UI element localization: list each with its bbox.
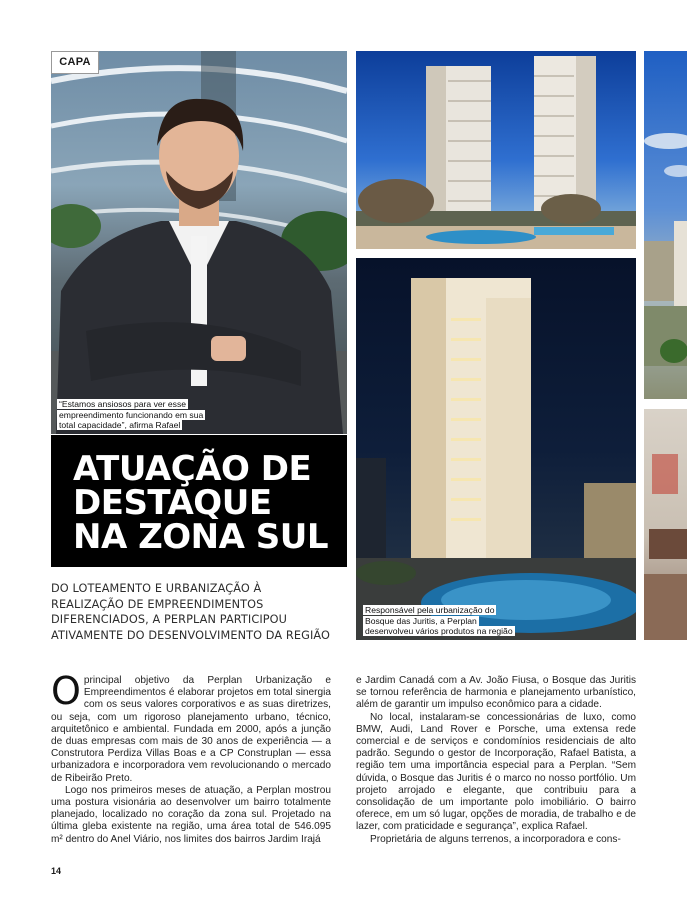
deck-subtitle: DO LOTEAMENTO E URBANIZAÇÃO À REALIZAÇÃO DE EMPREENDIMENTOS DIFERENCIADOS, A PERPLAN PARTICIPOU ATIVAMENTE DO DESENVOLVIMENTO DA REGIÃO: [51, 582, 331, 642]
side-interior-photo: [644, 409, 687, 640]
article-column-right: [356, 675, 636, 846]
page-number: 14: [51, 866, 62, 876]
portrait-photo: [51, 51, 347, 434]
towers-day-photo: [356, 51, 636, 249]
article-paragraph: Logo nos primeiros meses de atuação, a Perplan mostrou uma postura visionária ao desenvolver um bairro totalmente planejado, localizado no coração da zona sul. Projetado na última gleba existente na região, uma área total de 546.095 m² dentro do Anel Viário, nos limites dos bairros Jardim Irajá: [51, 784, 331, 845]
night-tower-caption: Responsável pela urbanização do Bosque das Juritis, a Perplan desenvolveu vários produtos na região: [365, 605, 513, 636]
side-interior-illustration: [644, 409, 687, 640]
towers-day-illustration: [356, 51, 636, 249]
drop-cap: O: [51, 669, 81, 713]
article-paragraph: No local, instalaram-se concessionárias de luxo, como BMW, Audi, Land Rover e Porsche, uma extensa rede comercial e de serviços e condomínios residenciais de alto padrão. Segundo o gestor de Incorporação, Rafael Batista, a região tem uma importância especial para a Perplan. “Sem dúvida, o Bosque das Juritis é o marco no nosso portfólio. Um projeto arrojado e elegante, que contribuiu para a consolidação de um importante polo imobiliário. O bairro oferece, em um só lugar, opções de moradia, de trabalho e de lazer, com praticidade e segurança”, explica Rafael.: [356, 711, 636, 833]
article-column-left: [51, 669, 331, 846]
tower-night-illustration: [356, 258, 636, 640]
article-paragraph: e Jardim Canadá com a Av. João Fiusa, o Bosque das Juritis se tornou referência de harmonia e planejamento urbanístico, além de garantir um impulso econômico para a cidade.: [356, 675, 636, 711]
portrait-illustration: [51, 51, 347, 434]
section-label: CAPA: [51, 51, 99, 74]
side-aerial-illustration: [644, 51, 687, 399]
tower-night-photo: [356, 258, 636, 640]
side-aerial-photo: [644, 51, 687, 399]
article-paragraph: Proprietária de alguns terrenos, a incorporadora e cons-: [370, 833, 621, 845]
article-paragraph: Oprincipal objetivo da Perplan Urbanização e Empreendimentos é elaborar projetos em total sinergia com os seus valores corporativos e as suas diretrizes, ou seja, com um rigoroso planejamento urbano, técnico, arquitetônico e ambiental. Fundada em 2000, após a junção de duas empresas com mais de 30 anos de experiência — a Construtora Perdiza Villas Boas e a CP Construplan — essa urbanizadora e incorporadora vem revolucionando o mercado de Ribeirão Preto.: [51, 669, 331, 784]
portrait-caption: “Estamos ansiosos para ver esse empreendimento funcionando em sua total capacidade”, afirma Rafael: [59, 399, 204, 430]
headline: ATUAÇÃO DE DESTAQUE NA ZONA SUL: [73, 449, 329, 557]
